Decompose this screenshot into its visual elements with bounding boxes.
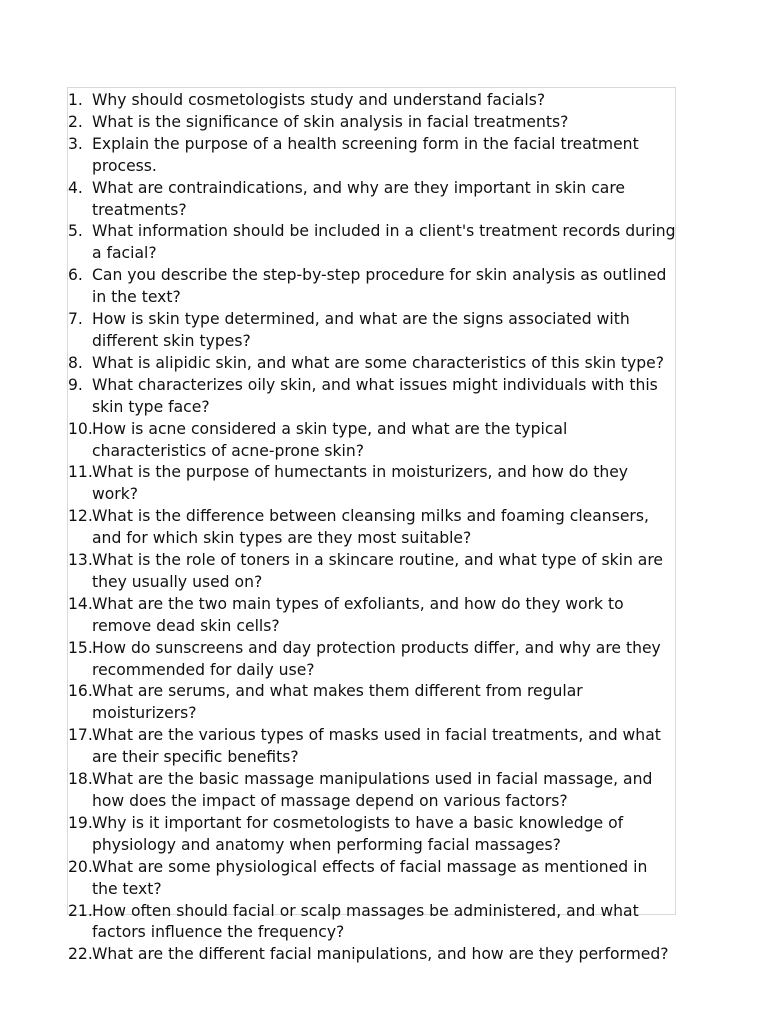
question-item-20 [68,857,677,901]
question-box [67,87,676,964]
question-text: Explain the purpose of a health screening form in the facial treatment process. [92,134,639,175]
question-item-12 [68,506,677,550]
question-text: What is alipidic skin, and what are some characteristics of this skin type? [92,353,665,372]
question-text: What is the purpose of humectants in moisturizers, and how do they work? [92,463,629,504]
question-text: How is skin type determined, and what are the signs associated with different skin types? [92,310,630,350]
question-number: 21. [68,901,93,920]
question-number: 6. [68,266,83,285]
question-item-3 [68,134,677,178]
question-item-8 [68,353,677,375]
question-number: 16. [68,682,93,701]
question-item-13 [68,550,677,594]
question-number: 13. [68,551,93,570]
question-number: 3. [68,134,83,153]
question-item-5 [68,221,677,265]
question-number: 15. [68,638,93,657]
question-item-2 [68,112,677,134]
question-item-4 [68,178,677,222]
question-text: What are serums, and what makes them different from regular moisturizers? [92,682,583,723]
question-item-22 [68,944,677,966]
question-list [68,90,677,966]
question-number: 4. [68,178,83,197]
question-number: 12. [68,507,93,526]
question-text: What are the different facial manipulations, and how are they performed? [92,945,669,964]
question-text: What is the significance of skin analysis in facial treatments? [92,112,569,131]
question-number: 20. [68,857,93,876]
question-number: 11. [68,463,93,482]
question-text: What are the basic massage manipulations used in facial massage, and how does the impact of massage depend on various factors? [92,770,653,810]
question-number: 1. [68,91,83,109]
question-item-1 [68,90,677,112]
question-text: Can you describe the step-by-step procedure for skin analysis as outlined in the text? [92,266,667,307]
question-number: 9. [68,375,83,394]
question-text: What are some physiological effects of facial massage as mentioned in the text? [92,857,648,898]
question-item-7 [68,309,677,353]
question-number: 14. [68,594,93,613]
question-item-9 [68,375,677,419]
question-item-16 [68,681,677,725]
question-text: What characterizes oily skin, and what issues might individuals with this skin type face? [92,375,658,416]
question-number: 22. [68,945,93,964]
question-item-19 [68,813,677,857]
question-text: How often should facial or scalp massages be administered, and what factors influence the frequency? [92,901,639,942]
question-item-14 [68,594,677,638]
question-text: What are the various types of masks used in facial treatments, and what are their specific benefits? [92,726,661,767]
question-item-15 [68,638,677,682]
question-number: 5. [68,222,83,241]
question-item-10 [68,419,677,463]
question-text: How do sunscreens and day protection products differ, and why are they recommended for daily use? [92,638,661,679]
question-text: How is acne considered a skin type, and what are the typical characteristics of acne-prone skin? [92,419,568,460]
question-number: 19. [68,813,93,832]
question-item-6 [68,265,677,309]
question-text: Why is it important for cosmetologists to have a basic knowledge of physiology and anatomy when performing facial massages? [92,813,624,854]
question-number: 7. [68,310,83,329]
question-number: 17. [68,726,93,745]
question-text: What is the role of toners in a skincare routine, and what type of skin are they usually used on? [92,551,664,591]
question-number: 2. [68,112,83,131]
question-item-11 [68,462,677,506]
question-number: 10. [68,419,93,438]
question-text: What is the difference between cleansing milks and foaming cleansers, and for which skin types are they most suitable? [92,507,649,548]
question-text: What are contraindications, and why are they important in skin care treatments? [92,178,626,219]
question-text: What information should be included in a client's treatment records during a facial? [92,222,676,263]
question-number: 18. [68,770,93,789]
question-item-17 [68,725,677,769]
question-text: What are the two main types of exfoliants, and how do they work to remove dead skin cells? [92,594,624,635]
question-item-21 [68,901,677,945]
question-number: 8. [68,353,83,372]
question-text: Why should cosmetologists study and understand facials? [92,91,546,109]
question-item-18 [68,769,677,813]
